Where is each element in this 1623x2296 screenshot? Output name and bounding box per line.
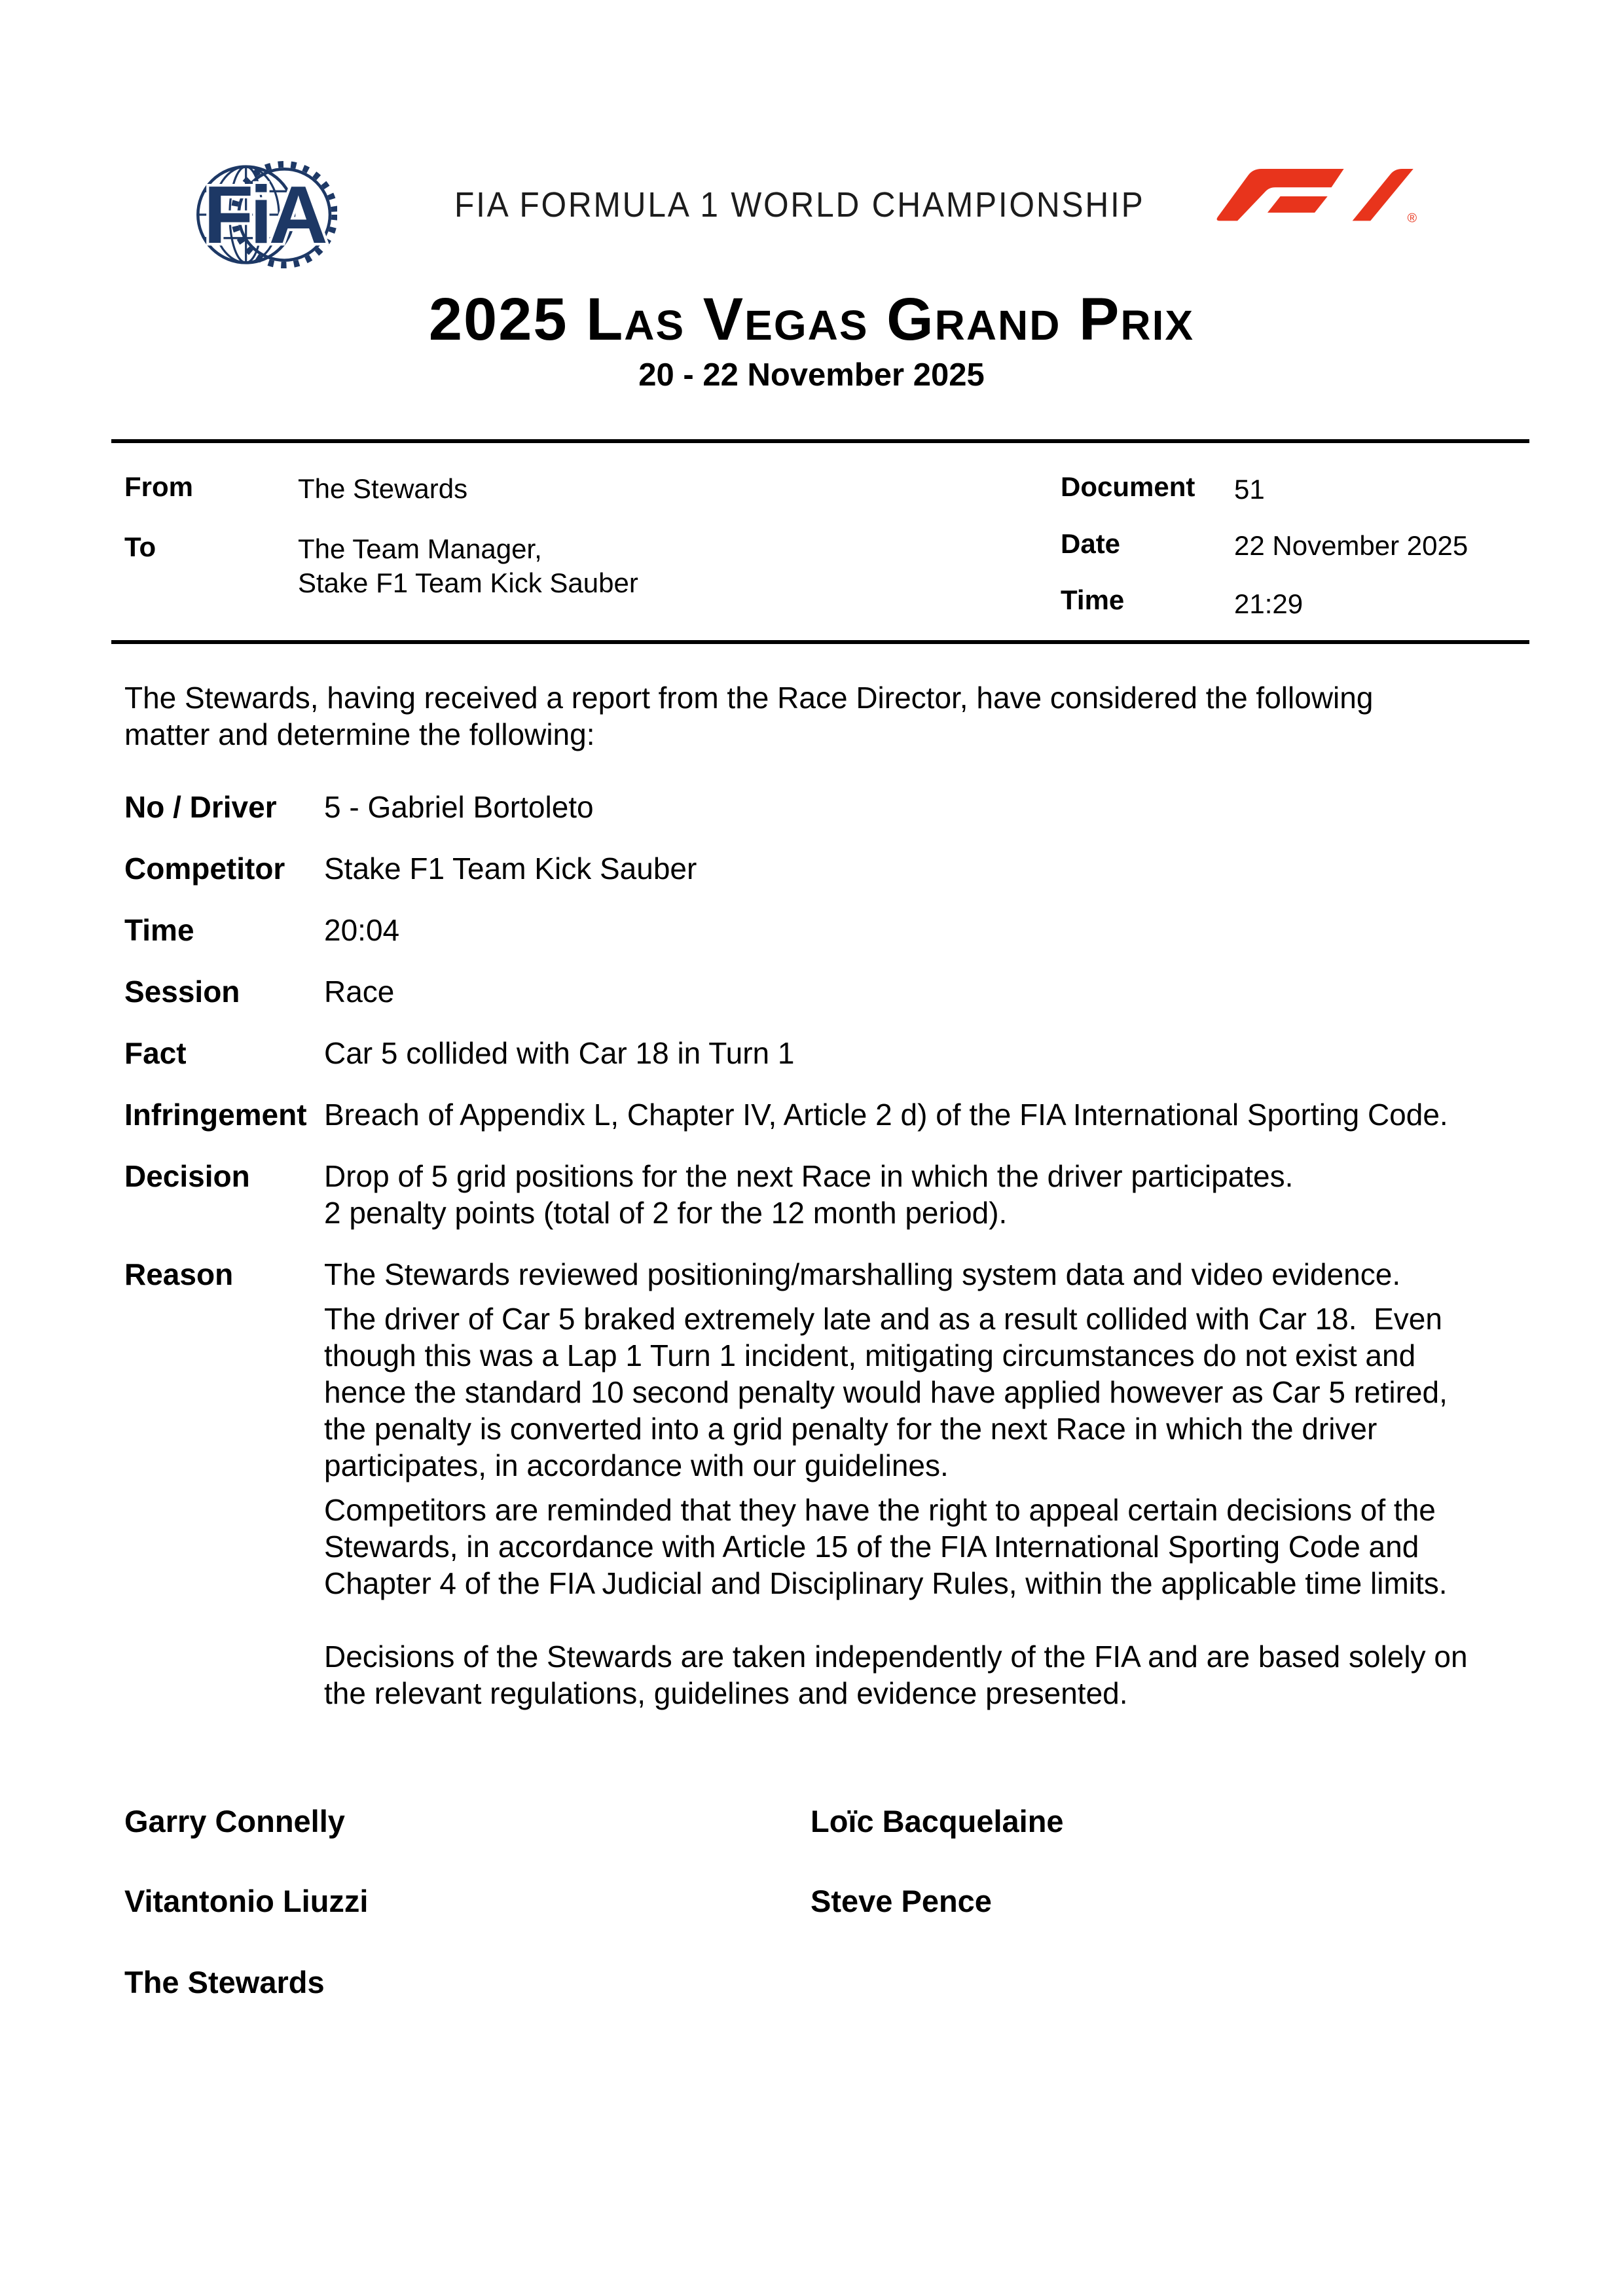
field-row-infringement [111,1096,1529,1133]
time-value: 21:29 [1234,588,1304,619]
field-row-no-driver [111,789,1529,825]
field-label: Time [124,913,194,947]
field-label: Session [124,975,240,1009]
field-label: Reason [124,1257,234,1291]
to-label: To [124,531,156,562]
field-value: Race [324,975,395,1009]
signature-vitantonio-liuzzi: Vitantonio Liuzzi [124,1884,369,1918]
signature-footer-the-stewards: The Stewards [124,1965,325,2000]
date-label: Date [1061,528,1121,559]
to-value-line2: Stake F1 Team Kick Sauber [298,567,638,598]
page-subtitle: 20 - 22 November 2025 [638,357,985,393]
field-row-decision [111,1158,1529,1231]
intro-paragraph: The Stewards, having received a report from the Race Director, have considered the following matter and determine the following: [124,681,1374,751]
decision-line2: 2 penalty points (total of 2 for the 12 month period). [324,1196,1008,1230]
field-label: No / Driver [124,790,277,824]
document-value: 51 [1234,474,1265,505]
reason-paragraph-1: The Stewards reviewed positioning/marshalling system data and video evidence. [324,1257,1401,1291]
reason-paragraph-2: The driver of Car 5 braked extremely late and as a result collided with Car 18. Even though this was a Lap 1 Turn 1 incident, mitigating circumstances do not exist and hence the standard 10 second penalty would have applied however as Car 5 retired, the penalty is converted into a grid penalty for the next Race in which the driver participates, in accordance with our guidelines. [324,1302,1456,1482]
signature-steve-pence: Steve Pence [811,1884,992,1918]
field-label: Decision [124,1159,250,1193]
decision-value [324,1158,1476,1231]
reason-paragraph-4: Decisions of the Stewards are taken independently of the FIA and are based solely on the relevant regulations, guidelines and evidence presented. [324,1640,1476,1710]
meta-block [111,439,1529,644]
reason-value [324,1256,1476,1712]
signature-row-1 [111,1803,1529,1840]
document-label: Document [1061,471,1195,502]
signature-row-2 [111,1883,1529,1920]
field-row-time [111,912,1529,948]
signature-loic-bacquelaine: Loïc Bacquelaine [811,1804,1064,1839]
document-header [0,0,1623,432]
field-value: 5 - Gabriel Bortoleto [324,790,594,824]
signature-garry-connelly: Garry Connelly [124,1804,345,1839]
field-row-fact [111,1035,1529,1071]
fia-logo-text: FiA [204,170,325,261]
championship-heading: FIA FORMULA 1 WORLD CHAMPIONSHIP [454,185,1145,224]
fia-logo-icon [193,152,337,277]
date-value: 22 November 2025 [1234,530,1468,561]
page-title: 2025 Las Vegas Grand Prix [428,286,1195,353]
field-row-reason [111,1256,1529,1712]
field-value: 20:04 [324,913,400,947]
f1-logo-icon [1215,169,1417,224]
field-value: Stake F1 Team Kick Sauber [324,852,697,886]
field-label: Fact [124,1036,187,1070]
field-value: Car 5 collided with Car 18 in Turn 1 [324,1036,795,1070]
field-label: Competitor [124,852,285,886]
field-value: Breach of Appendix L, Chapter IV, Article 2 d) of the FIA International Sporting Code. [324,1098,1448,1132]
from-label: From [124,471,193,502]
from-value: The Stewards [298,473,468,504]
time-label: Time [1061,584,1125,615]
to-value-line1: The Team Manager, [298,533,542,564]
f1-registered-mark: ® [1407,211,1417,224]
document-body [111,439,1529,2001]
reason-paragraph-3: Competitors are reminded that they have the right to appeal certain decisions of the Stewards, in accordance with Article 15 of the FIA International Sporting Code and Chapter 4 of the FIA Judicial and Disciplinary Rules, within the applicable time limits. [324,1493,1448,1600]
field-row-session [111,973,1529,1010]
field-row-competitor [111,850,1529,887]
to-value [298,532,638,600]
field-label: Infringement [124,1098,307,1132]
decision-line1: Drop of 5 grid positions for the next Race in which the driver participates. [324,1159,1294,1193]
